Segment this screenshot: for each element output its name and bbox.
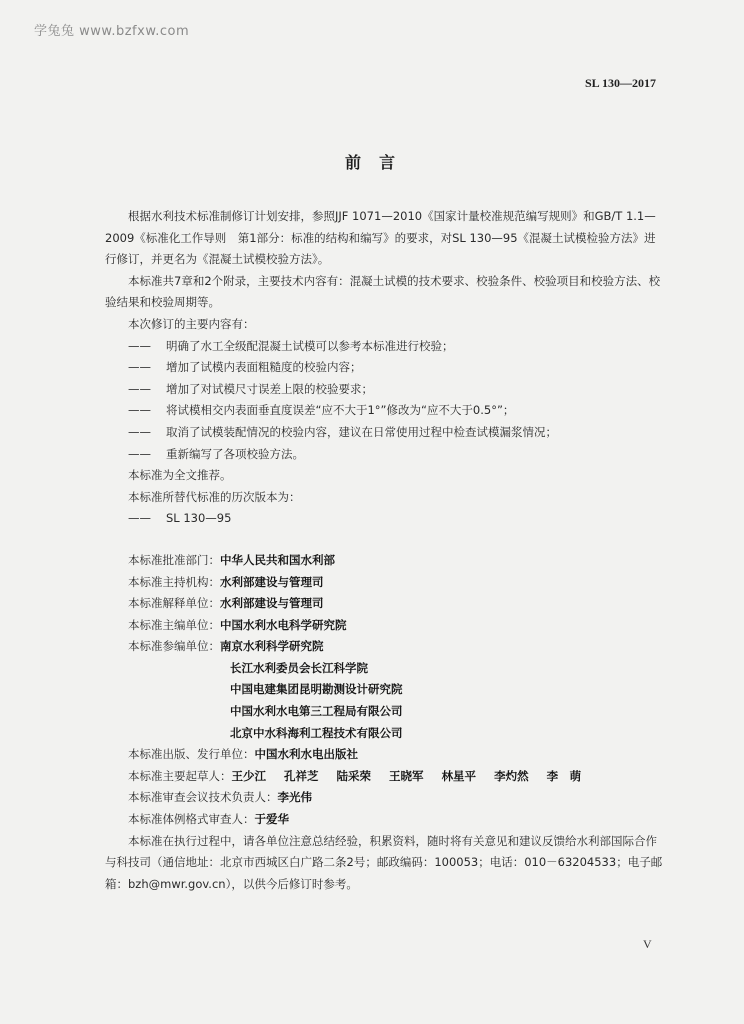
- approver-row: 本标准批准部门： 中华人民共和国水利部: [128, 552, 335, 567]
- drafter-name: 林星平: [441, 768, 477, 783]
- revision-item: —— 明确了水工全级配混凝土试模可以参考本标准进行校验；: [128, 338, 454, 353]
- chief-editor-row: 本标准主编单位： 中国水利水电科学研究院: [128, 617, 347, 632]
- site-watermark: 学兔兔 www.bzfxw.com: [34, 24, 190, 39]
- participant-unit: 北京中水科海利工程技术有限公司: [230, 725, 403, 740]
- drafters-row: 本标准主要起草人： 王少江 孔祥芝 陆采荣 王晓军 林星平 李灼然 李 萌: [105, 766, 665, 788]
- document-body: [105, 206, 665, 895]
- drafter-name: 王晓军: [389, 768, 424, 783]
- publisher-row: 本标准出版、发行单位： 中国水利水电出版社: [128, 747, 358, 762]
- participant-unit: 长江水利委员会长江科学院: [230, 660, 368, 675]
- history-item: —— SL 130—95: [128, 511, 232, 526]
- page-number: V: [643, 937, 652, 951]
- revision-intro: 本次修订的主要内容有：: [128, 316, 255, 331]
- participant-unit: 中国水利水电第三工程局有限公司: [230, 704, 403, 719]
- drafter-name: 王少江: [231, 768, 266, 783]
- page-title: 前言: [344, 153, 413, 172]
- review-lead-row: 本标准审查会议技术负责人： 李光伟: [128, 790, 312, 805]
- standard-number: SL 130—2017: [585, 76, 657, 90]
- host-row: 本标准主持机构： 水利部建设与管理司: [128, 574, 324, 589]
- format-review-row: 本标准体例格式审查人： 于爱华: [128, 812, 289, 827]
- drafter-name: 李灼然: [494, 768, 529, 783]
- drafter-name: 孔祥芝: [284, 768, 319, 783]
- revision-item: —— 增加了试模内表面粗糙度的校验内容；: [128, 360, 362, 375]
- intro-paragraph: 根据水利技术标准制修订计划安排，参照JJF 1071—2010《国家计量校准规范编写规则》和GB/T 1.1—2009《标准化工作导则 第1部分：标准的结构和编写》的要求，对SL 130—95《混凝土试模检验方法》进行修订，并更名为《混凝土试模校验方法》。: [105, 209, 656, 267]
- participants-row: 本标准参编单位： 南京水利科学研究院: [128, 639, 324, 654]
- mandatory-status: 本标准为全文推荐。: [128, 468, 232, 483]
- revision-item: —— 重新编写了各项校验方法。: [128, 446, 304, 461]
- interpreter-row: 本标准解释单位： 水利部建设与管理司: [128, 596, 324, 611]
- revision-item: —— 取消了试模装配情况的校验内容，建议在日常使用过程中检查试模漏浆情况；: [128, 424, 557, 439]
- participant-unit: 中国电建集团昆明勘测设计研究院: [230, 682, 403, 697]
- revision-item: —— 增加了对试模尺寸误差上限的校验要求；: [128, 381, 373, 396]
- history-label: 本标准所替代标准的历次版本为：: [128, 489, 301, 504]
- scope-paragraph: 本标准共7章和2个附录，主要技术内容有：混凝土试模的技术要求、校验条件、校验项目和校验方法、校验结果和校验周期等。: [105, 273, 661, 310]
- drafter-name: 李 萌: [546, 768, 582, 783]
- drafter-name: 陆采荣: [336, 768, 372, 783]
- closing-paragraph: 本标准在执行过程中，请各单位注意总结经验，积累资料，随时将有关意见和建议反馈给水利部国际合作与科技司（通信地址：北京市西城区白广路二条2号；邮政编码：100053；电话：010－63204533；电子邮箱：bzh@mwr.gov.cn），以供今后修订时参考。: [105, 833, 663, 891]
- revision-item: —— 将试模相交内表面垂直度误差“应不大于1°”修改为“应不大于0.5°”；: [128, 403, 515, 418]
